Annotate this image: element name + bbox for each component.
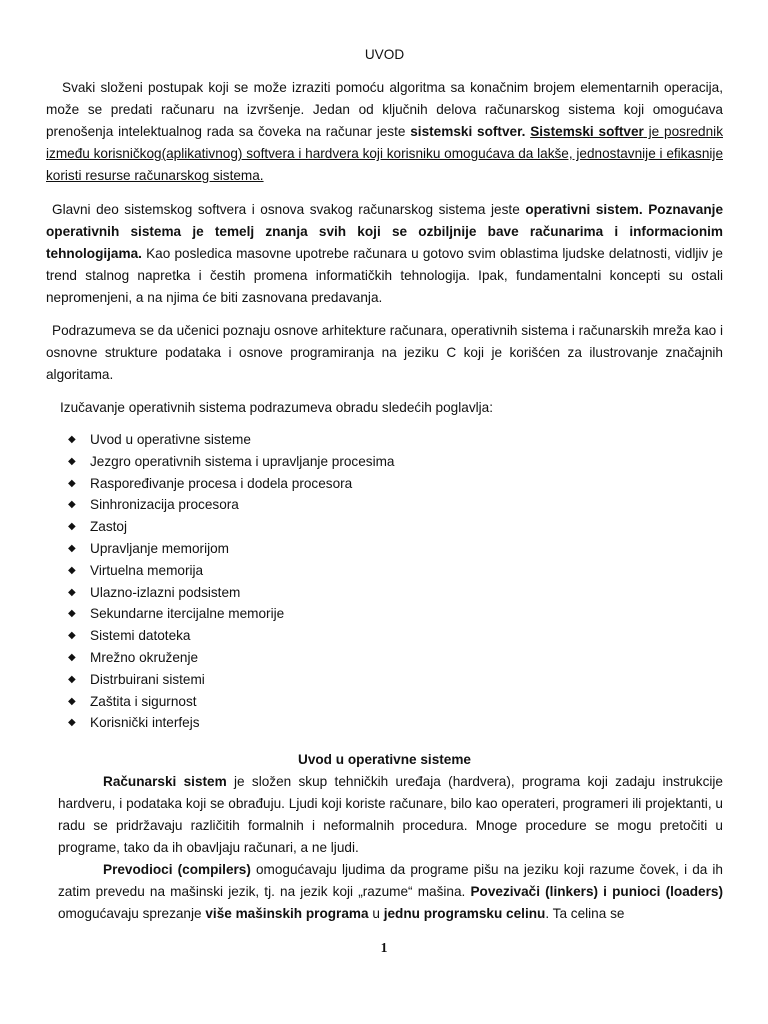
linkers-term: Povezivači (linkers) i punioci (loaders) xyxy=(470,884,723,900)
program-unit-term: jednu programsku celinu xyxy=(383,906,546,922)
list-item-label: Raspoređivanje procesa i dodela procesora xyxy=(90,475,353,491)
bullet-icon: ◆ xyxy=(68,434,76,445)
chapter-list xyxy=(46,429,723,734)
list-item-label: Zaštita i sigurnost xyxy=(90,693,197,709)
list-item-label: Sistemi datoteka xyxy=(90,628,191,644)
list-item-label: Upravljanje memorijom xyxy=(90,540,229,556)
os-bold-text: operativni sistem. Poznavanje operativnih sistema je temelj znanja svih koji se ozbiljnije bave računarima i informacionim tehnologijama. xyxy=(46,202,724,261)
list-item xyxy=(68,538,723,560)
bullet-icon: ◆ xyxy=(68,673,76,685)
bullet-icon: ◆ xyxy=(68,477,76,489)
bullet-icon: ◆ xyxy=(68,455,76,467)
list-item-label: Distrbuirani sistemi xyxy=(90,671,205,687)
prerequisites-paragraph: Podrazumeva se da učenici poznaju osnove arhitekture računara, operativnih sistema i računarskih mreža kao i osnovne strukture podataka i osnove programiranja na jeziku C koji je korišćen za ilustrovanje značajnih algoritama. xyxy=(46,323,723,382)
computer-system-term: Računarski sistem xyxy=(103,774,227,790)
list-item xyxy=(68,516,723,538)
list-item-label: Jezgro operativnih sistema i upravljanje procesima xyxy=(90,453,395,469)
compilers-text-2: omogućavaju sprezanje xyxy=(58,906,206,922)
list-item-label: Korisnički interfejs xyxy=(90,715,200,731)
computer-system-text: je složen skup tehničkih uređaja (hardvera), programa koji zadaju instrukcije hardveru, i podataka koji se obrađuju. Ljudi koji koriste računare, bilo kao operateri, programeri ili projektanti, u radu se pridržavaju različitih formalnih i neformalnih procedura. Mnoge procedure se mogu pretočiti u programe, tako da ih obavljaju računari, a ne ljudi. xyxy=(58,774,723,856)
intro-bold-term: sistemski softver. xyxy=(410,124,526,139)
intro-underlined-term: Sistemski softver xyxy=(530,124,644,139)
list-item xyxy=(68,691,723,713)
page-title: UVOD xyxy=(364,47,405,62)
list-item-label: Sinhronizacija procesora xyxy=(90,497,239,513)
bullet-icon: ◆ xyxy=(68,499,76,511)
bullet-icon: ◆ xyxy=(68,717,76,729)
list-item xyxy=(68,625,723,647)
bullet-icon: ◆ xyxy=(68,608,76,620)
computer-system-paragraph xyxy=(58,771,723,859)
list-item xyxy=(68,451,723,473)
compilers-term: Prevodioci (compilers) xyxy=(103,862,251,878)
chapters-intro: Izučavanje operativnih sistema podrazumeva obradu sledećih poglavlja: xyxy=(60,400,493,415)
list-item xyxy=(68,582,723,604)
section-heading: Uvod u operativne sisteme xyxy=(298,752,471,768)
os-text-2: Kao posledica masovne upotrebe računara u gotovo svim oblastima ljudske delatnosti, vidljiv je trend stalnog napretka i čestih promena informatičkih tehnologija. Ipak, fundamentalni koncepti su ostali nepromenjeni, a na njima će biti zasnovana predavanja. xyxy=(46,246,723,305)
list-item-label: Virtuelna memorija xyxy=(90,562,204,578)
list-item xyxy=(68,647,723,669)
list-item-label: Uvod u operativne sisteme xyxy=(90,432,251,447)
intro-text: Svaki složeni postupak koji se može izraziti pomoću algoritma sa konačnim brojem elementarnih operacija, može se predati računaru na izvršenje. Jedan od ključnih delova računarskog sistema koji omogućava prenošenja intelektualnog rada sa čoveka na računar jeste xyxy=(46,80,723,139)
list-item xyxy=(68,603,723,625)
intro-paragraph xyxy=(46,77,723,187)
compilers-text-1: omogućavaju ljudima da programe pišu na jeziku koji razume čovek, i da ih zatim prevedu na mašinski jezik, tj. na jezik koji „razume“ mašina. xyxy=(58,862,723,900)
bullet-icon: ◆ xyxy=(68,586,76,598)
list-item xyxy=(68,669,723,691)
bullet-icon: ◆ xyxy=(68,521,76,533)
bullet-icon: ◆ xyxy=(68,695,76,707)
document-page xyxy=(46,44,723,925)
bullet-icon: ◆ xyxy=(68,630,76,642)
bullet-icon: ◆ xyxy=(68,651,76,663)
section-body xyxy=(58,771,723,925)
compilers-text-3: u xyxy=(368,906,384,922)
list-item xyxy=(68,494,723,516)
list-item xyxy=(68,712,723,734)
list-item xyxy=(68,560,723,582)
compilers-text-4: . Ta celina se xyxy=(545,906,625,922)
list-item-label: Sekundarne itercijalne memorije xyxy=(90,606,285,622)
compilers-paragraph xyxy=(58,859,723,925)
list-item xyxy=(68,429,723,451)
intro-underlined-text: je posrednik između korisničkog(aplikativnog) softvera i hardvera koji korisniku omogućava da lakše, jednostavnije i efikasnije koristi resurse računarskog sistema. xyxy=(46,124,723,183)
list-item-label: Zastoj xyxy=(90,519,128,535)
os-paragraph xyxy=(46,199,723,309)
bullet-icon: ◆ xyxy=(68,542,76,554)
multiple-programs-term: više mašinskih programa xyxy=(205,906,369,922)
page-number: 1 xyxy=(380,940,388,955)
bullet-icon: ◆ xyxy=(68,564,76,576)
list-item-label: Mrežno okruženje xyxy=(90,649,199,665)
os-text-1: Glavni deo sistemskog softvera i osnova svakog računarskog sistema jeste xyxy=(52,202,526,217)
list-item-label: Ulazno-izlazni podsistem xyxy=(90,584,241,600)
list-item xyxy=(68,473,723,495)
